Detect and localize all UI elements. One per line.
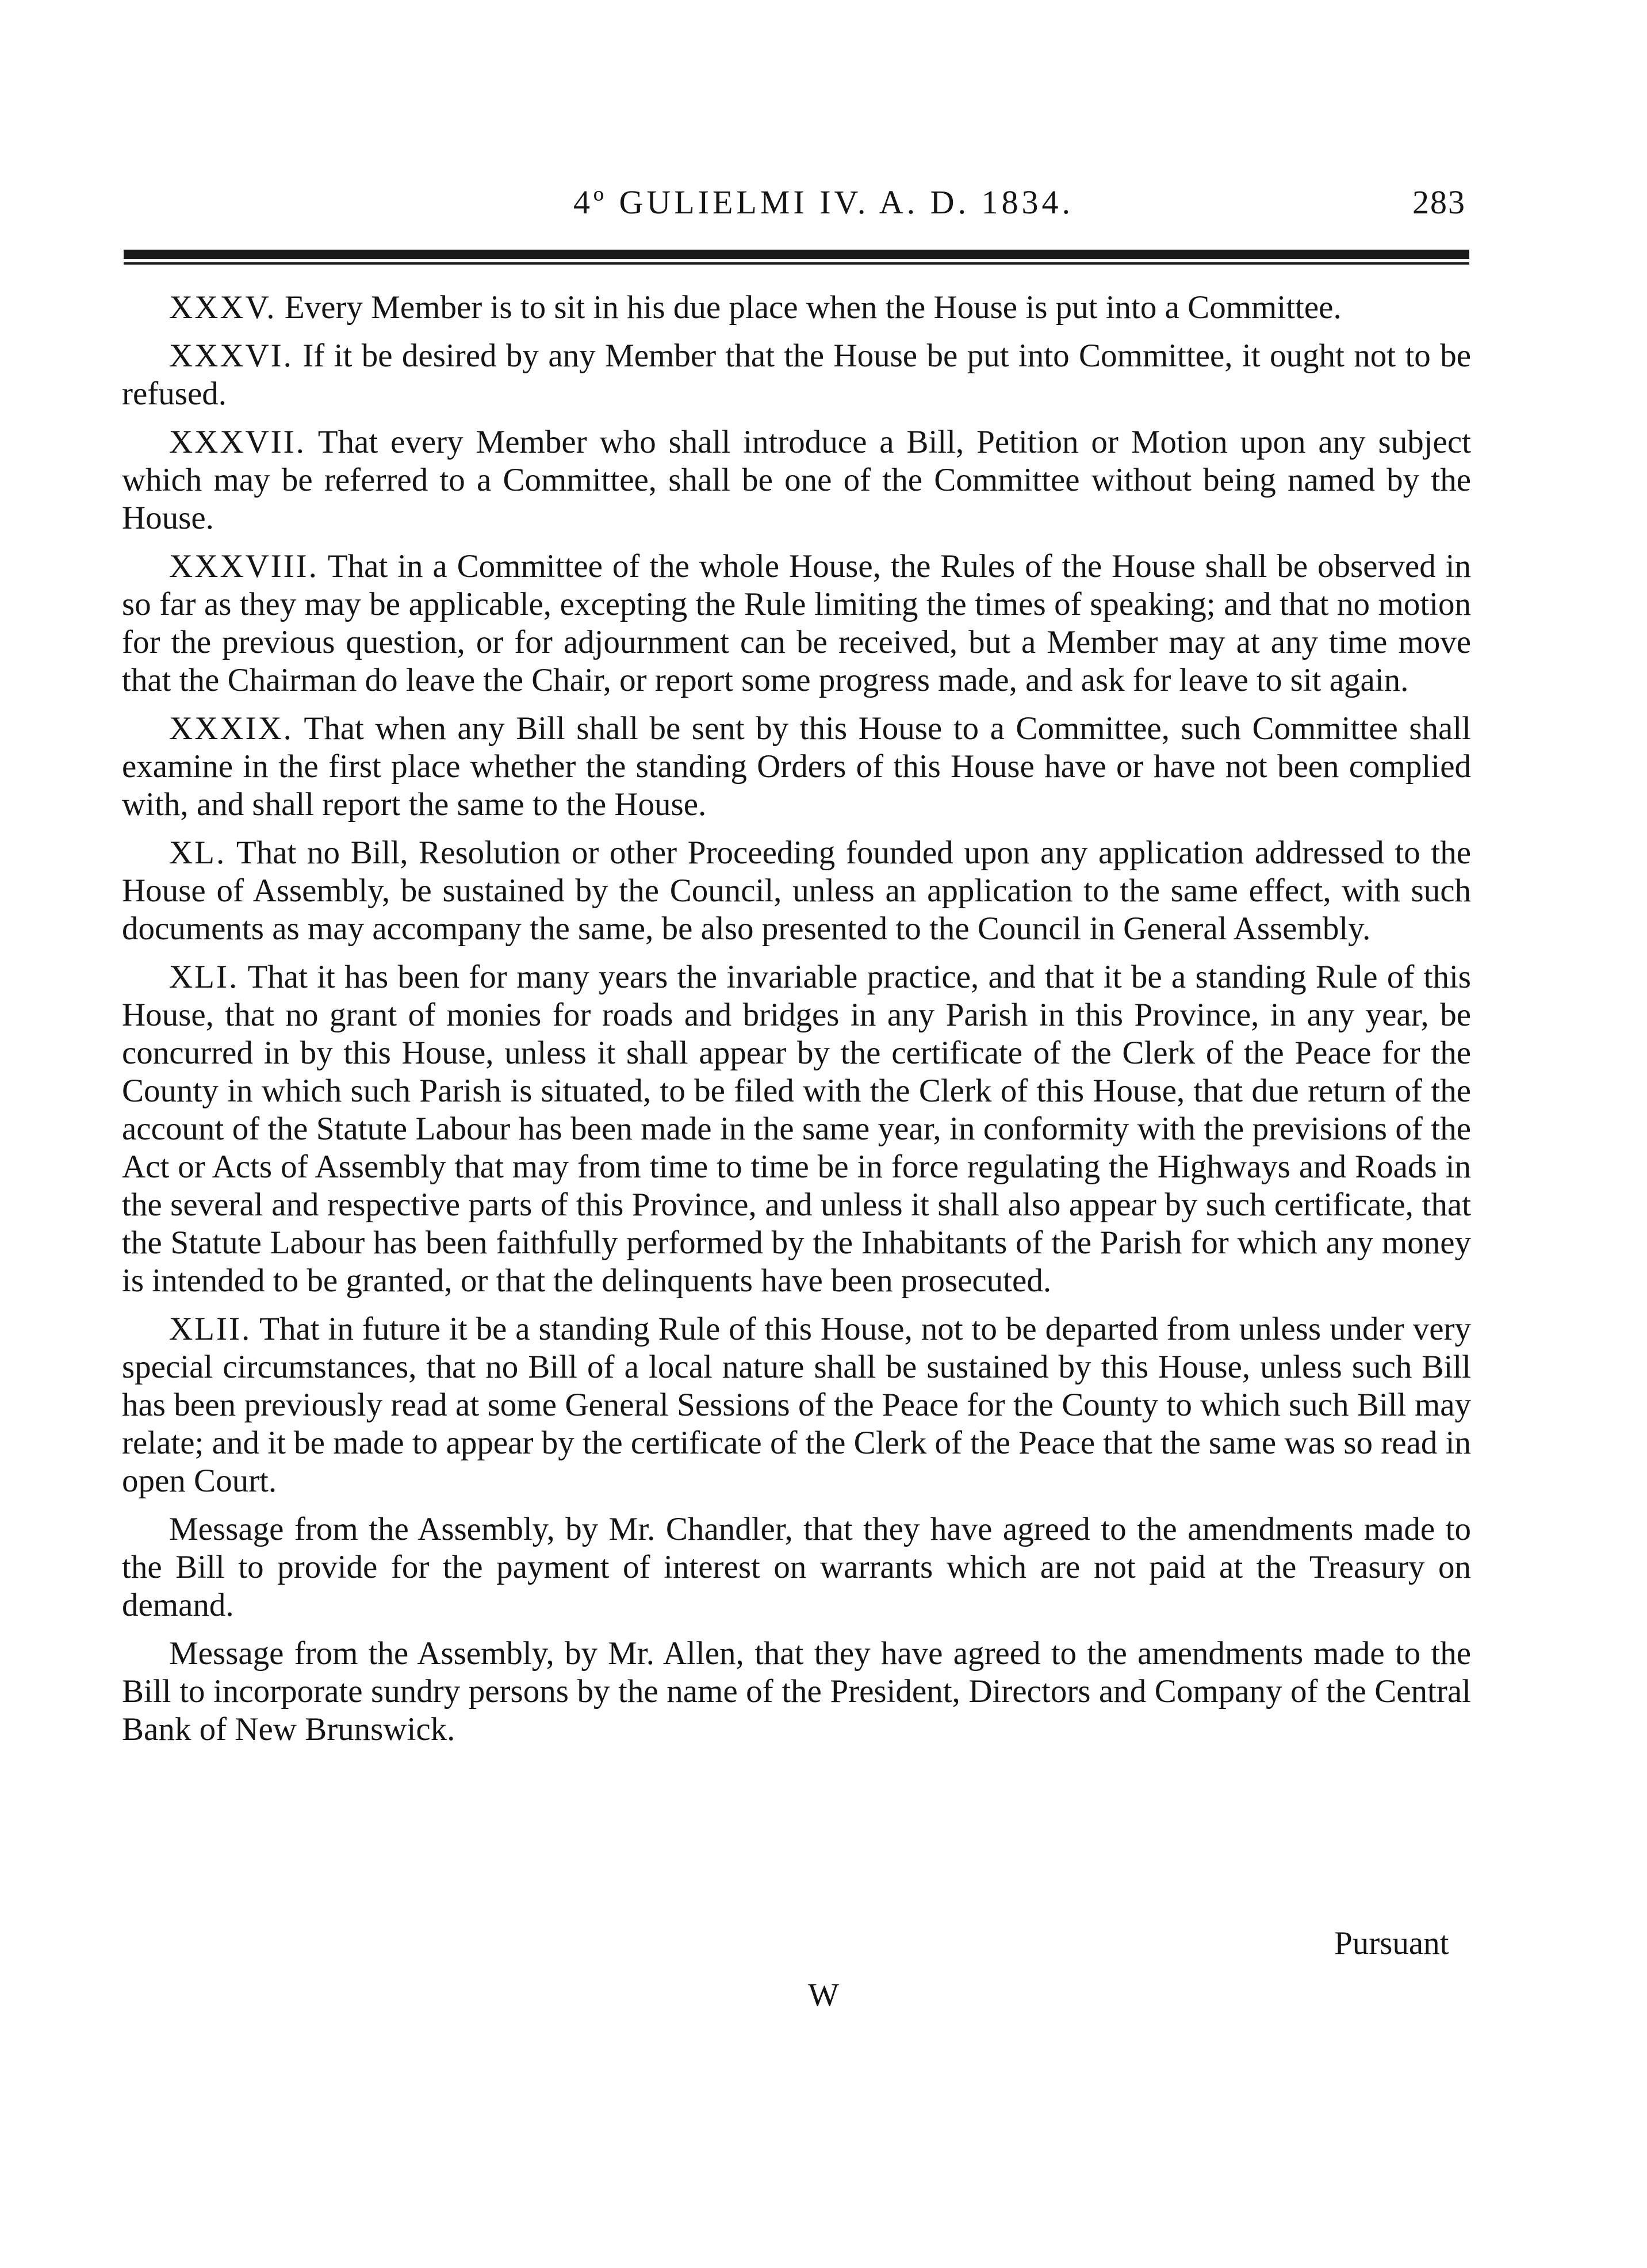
rule-paragraph <box>122 1310 1471 1500</box>
rule-numeral: XXXVI. <box>169 338 293 374</box>
rule-text: That every Member who shall introduce a Bill, Petition or Motion upon any subject which may be referred to a Committee, shall be one of the Committee without being named by the House. <box>122 424 1471 536</box>
header-rule-thin <box>124 262 1469 265</box>
rule-text: That when any Bill shall be sent by this House to a Committee, such Committee shall examine in the first place whether the standing Orders of this House have or have not been complied with, and shall report the same to the House. <box>122 710 1471 823</box>
body-text <box>122 289 1471 1759</box>
rule-numeral: XL. <box>169 835 227 871</box>
signature-mark: W <box>808 1977 839 2013</box>
running-head: 4º GULIELMI IV. A. D. 1834. <box>573 183 1074 221</box>
rule-numeral: XXXVII. <box>169 424 306 460</box>
rule-text: That no Bill, Resolution or other Proceeding founded upon any application addressed to the House of Assembly, be sustained by the Council, unless an application to the same effect, with such documents as may accompany the same, be also presented to the Council in General Assembly. <box>122 835 1471 947</box>
rule-numeral: XXXIX. <box>169 710 293 747</box>
rule-paragraph <box>122 548 1471 699</box>
catchword: Pursuant <box>1334 1925 1449 1961</box>
page-number: 283 <box>1412 183 1466 221</box>
rule-text: If it be desired by any Member that the House be put into Committee, it ought not to be refused. <box>122 338 1472 412</box>
rule-numeral: XLII. <box>169 1311 252 1347</box>
rule-text: That it has been for many years the invariable practice, and that it be a standing Rule of this House, that no grant of monies for roads and bridges in any Parish in this Province, in any year, be concurred in by this House, unless it shall appear by the certificate of the Clerk of the Peace for the County in which such Parish is situated, to be filed with the Clerk of this House, that due return of the account of the Statute Labour has been made in the same year, in conformity with the previsions of the Act or Acts of Assembly that may from time to time be in force regulating the Highways and Roads in the several and respective parts of this Province, and unless it shall also appear by such certificate, that the Statute Labour has been faithfully performed by the Inhabitants of the Parish for which any money is intended to be granted, or that the delinquents have been prosecuted. <box>122 959 1471 1299</box>
rule-paragraph <box>122 423 1471 537</box>
rule-paragraph <box>122 337 1471 413</box>
rule-paragraph <box>122 289 1471 327</box>
rule-text: That in a Committee of the whole House, the Rules of the House shall be observed in so far as they may be applicable, excepting the Rule limiting the times of speaking; and that no motion for the previous question, or for adjournment can be received, but a Member may at any time move that the Chairman do leave the Chair, or report some progress made, and ask for leave to sit again. <box>122 548 1471 698</box>
rule-paragraph <box>122 958 1471 1300</box>
rule-text: That in future it be a standing Rule of this House, not to be departed from unless under very special circumstances, that no Bill of a local nature shall be sustained by this House, unless such Bill has been previously read at some General Sessions of the Peace for the County to which such Bill may relate; and it be made to appear by the certificate of the Clerk of the Peace that the same was so read in open Court. <box>122 1311 1471 1499</box>
rule-paragraph <box>122 834 1471 948</box>
rule-text: Every Member is to sit in his due place when the House is put into a Committee. <box>284 289 1342 326</box>
message-paragraph: Message from the Assembly, by Mr. Allen, that they have agreed to the amendments made to the Bill to incorporate sundry persons by the name of the President, Directors and Company of the Central Bank of New Brunswick. <box>122 1635 1471 1747</box>
rule-numeral: XLI. <box>169 959 239 995</box>
rule-numeral: XXXVIII. <box>169 548 319 584</box>
header-rule-thick <box>124 250 1469 259</box>
rule-paragraph <box>122 710 1471 824</box>
message-paragraph: Message from the Assembly, by Mr. Chandler, that they have agreed to the amendments made to the Bill to provide for the payment of interest on warrants which are not paid at the Treasury on demand. <box>122 1511 1471 1623</box>
rule-numeral: XXXV. <box>169 289 277 326</box>
